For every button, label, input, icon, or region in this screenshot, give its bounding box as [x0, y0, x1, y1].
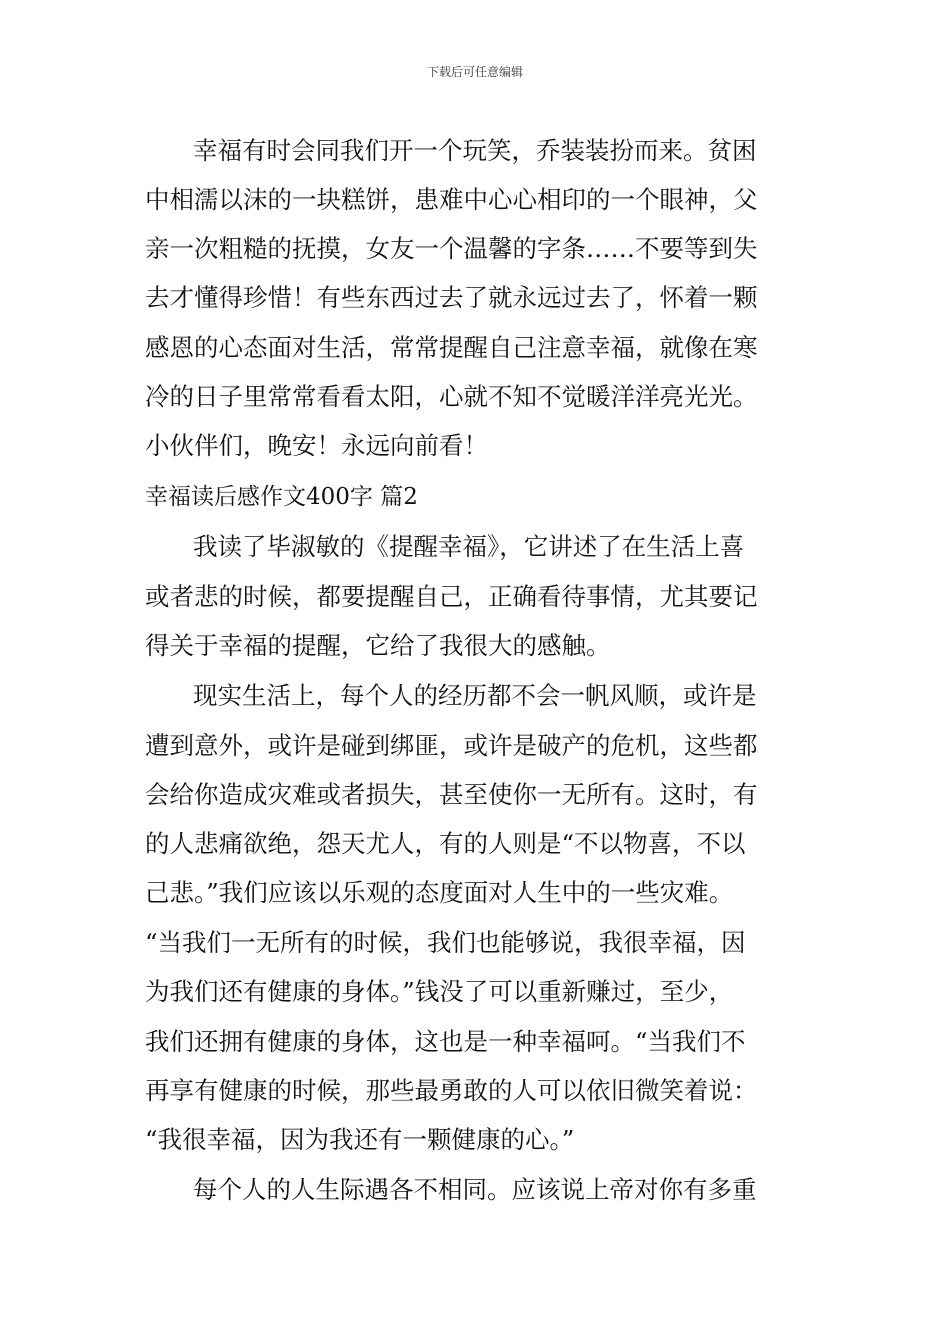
text-line: 冷的日子里常常看看太阳，心就不知不觉暖洋洋亮光光。	[145, 382, 758, 411]
text-line: 亲一次粗糙的抚摸，女友一个温馨的字条……不要等到失	[145, 234, 758, 263]
text-line: 再享有健康的时候，那些最勇敢的人可以依旧微笑着说：	[145, 1076, 758, 1105]
text-line: “当我们一无所有的时候，我们也能够说，我很幸福，因	[145, 928, 746, 957]
text-line: 为我们还有健康的身体。”钱没了可以重新赚过，至少，	[145, 977, 734, 1006]
text-line: 我读了毕淑敏的《提醒幸福》，它讲述了在生活上喜	[193, 532, 745, 561]
text-line: 中相濡以沫的一块糕饼，患难中心心相印的一个眼神，父	[145, 185, 758, 214]
text-line: 遭到意外，或许是碰到绑匪，或许是破产的危机，这些都	[145, 731, 758, 760]
page-header: 下载后可任意编辑	[426, 65, 523, 79]
text-line: 去才懂得珍惜！有些东西过去了就永远过去了，怀着一颗	[145, 283, 758, 312]
text-line: 小伙伴们，晚安！永远向前看！	[145, 431, 488, 460]
text-line: 己悲。”我们应该以乐观的态度面对人生中的一些灾难。	[145, 878, 734, 907]
text-line: “我很幸福，因为我还有一颗健康的心。”	[145, 1125, 575, 1154]
text-line: 幸福有时会同我们开一个玩笑，乔装装扮而来。贫困	[193, 136, 757, 165]
text-line: 会给你造成灾难或者损失，甚至使你一无所有。这时，有	[145, 780, 758, 809]
section-heading: 幸福读后感作文400字 篇2	[145, 484, 418, 510]
text-line: 的人悲痛欲绝，怨天尤人，有的人则是“不以物喜，不以	[145, 829, 746, 858]
text-line: 得关于幸福的提醒，它给了我很大的感触。	[145, 631, 611, 660]
text-line: 每个人的人生际遇各不相同。应该说上帝对你有多重	[193, 1175, 757, 1204]
text-line: 我们还拥有健康的身体，这也是一种幸福呵。“当我们不	[145, 1027, 746, 1056]
text-line: 现实生活上，每个人的经历都不会一帆风顺，或许是	[193, 681, 757, 710]
text-line: 或者悲的时候，都要提醒自己，正确看待事情，尤其要记	[145, 582, 758, 611]
text-line: 感恩的心态面对生活，常常提醒自己注意幸福，就像在寒	[145, 333, 758, 362]
